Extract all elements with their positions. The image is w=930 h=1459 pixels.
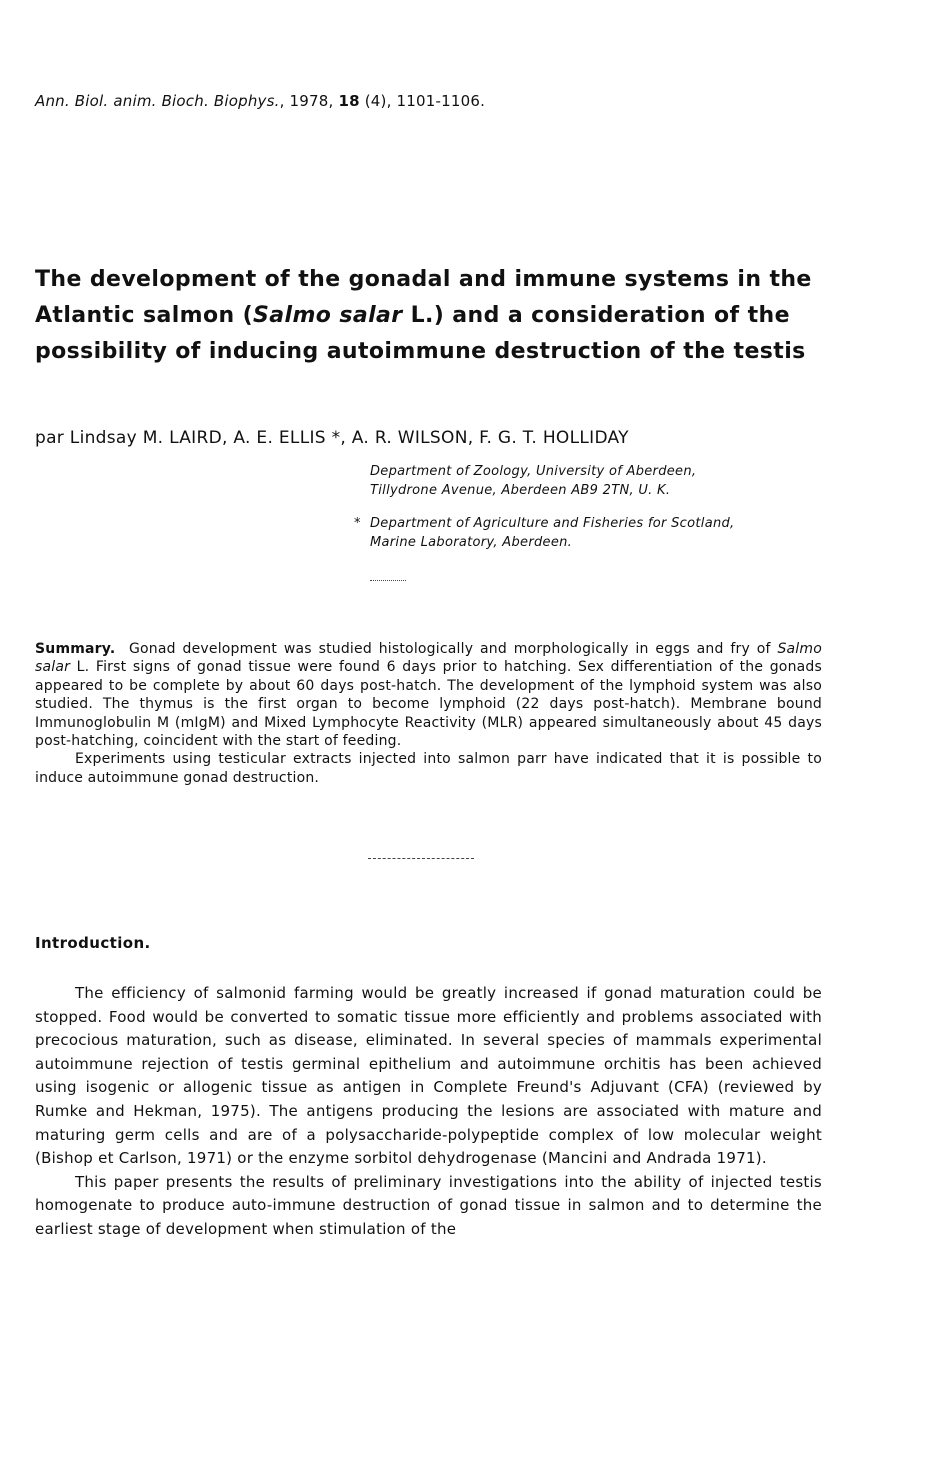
journal-citation (35, 92, 485, 110)
affiliation-1-line1: Department of Zoology, University of Aberdeen, (370, 464, 697, 479)
section-divider (368, 858, 474, 859)
affiliation-1 (370, 462, 830, 500)
title-species: Salmo salar (253, 303, 403, 328)
summary-section (35, 640, 822, 787)
article-title (35, 262, 855, 370)
affiliation-2-marker: * (354, 516, 361, 531)
affiliation-2-line2: Marine Laboratory, Aberdeen. (370, 535, 573, 550)
summary-text-a: Gonad development was studied histologically and morphologically in eggs and fry of (128, 641, 778, 657)
journal-year: , 1978, (279, 92, 339, 110)
author-list: par Lindsay M. LAIRD, A. E. ELLIS *, A. R. WILSON, F. G. T. HOLLIDAY (35, 428, 629, 448)
introduction-body (35, 982, 822, 1242)
summary-paragraph-2: Experiments using testicular extracts injected into salmon parr have indicated that it is possible to induce autoimmune gonad destruction. (35, 751, 822, 786)
summary-heading: Summary. (35, 641, 116, 657)
summary-species: Salmo salar (35, 641, 822, 676)
summary-text-b: L. First signs of gonad tissue were found 6 days prior to hatching. Sex differentiation of the gonads appeared to be complete by about 60 days post-hatch. The development of the lymphoid system was also studied. The thymus is the first organ to become lymphoid (22 days post-hatch). Membrane bound Immunoglobulin M (mIgM) and Mixed Lymphocyte Reactivity (MLR) appeared simultaneously about 45 days post-hatching, coincident with the start of feeding. (35, 659, 822, 750)
summary-paragraph-1 (35, 640, 822, 750)
journal-issue-pages: (4), 1101-1106. (359, 92, 486, 110)
introduction-paragraph-2: This paper presents the results of preliminary investigations into the ability of injected testis homogenate to produce auto-immune destruction of gonad tissue in salmon and to determine the earliest stage of development when stimulation of the (35, 1172, 822, 1238)
affiliation-2-line1: Department of Agriculture and Fisheries for Scotland, (370, 516, 735, 531)
introduction-paragraph-1: The efficiency of salmonid farming would be greatly increased if gonad maturation could be stopped. Food would be converted to somatic tissue more efficiently and problems associated with precocious maturation, such as disease, eliminated. In several species of mammals experimental autoimmune rejection of testis germinal epithelium and autoimmune orchitis has been achieved using isogenic or allogenic tissue as antigen in Complete Freund's Adjuvant (CFA) (reviewed by Rumke and Hekman, 1975). The antigens producing the lesions are associated with mature and maturing germ cells and are of a polysaccharide-polypeptide complex of low molecular weight (Bishop et Carlson, 1971) or the enzyme sorbitol dehydrogenase (Mancini and Andrada 1971). (35, 984, 822, 1168)
journal-volume: 18 (338, 92, 360, 110)
title-part1: The development of the gonadal and immune systems in the Atlantic salmon ( (35, 267, 812, 328)
journal-name: Ann. Biol. anim. Bioch. Biophys. (35, 92, 280, 110)
affiliation-2 (354, 514, 814, 552)
title-part2: L.) and a consideration of the possibility of inducing autoimmune destruction of the testis (35, 303, 806, 364)
introduction-heading: Introduction. (35, 934, 151, 952)
separator-rule (370, 580, 406, 581)
affiliation-1-line2: Tillydrone Avenue, Aberdeen AB9 2TN, U. K. (370, 483, 671, 498)
